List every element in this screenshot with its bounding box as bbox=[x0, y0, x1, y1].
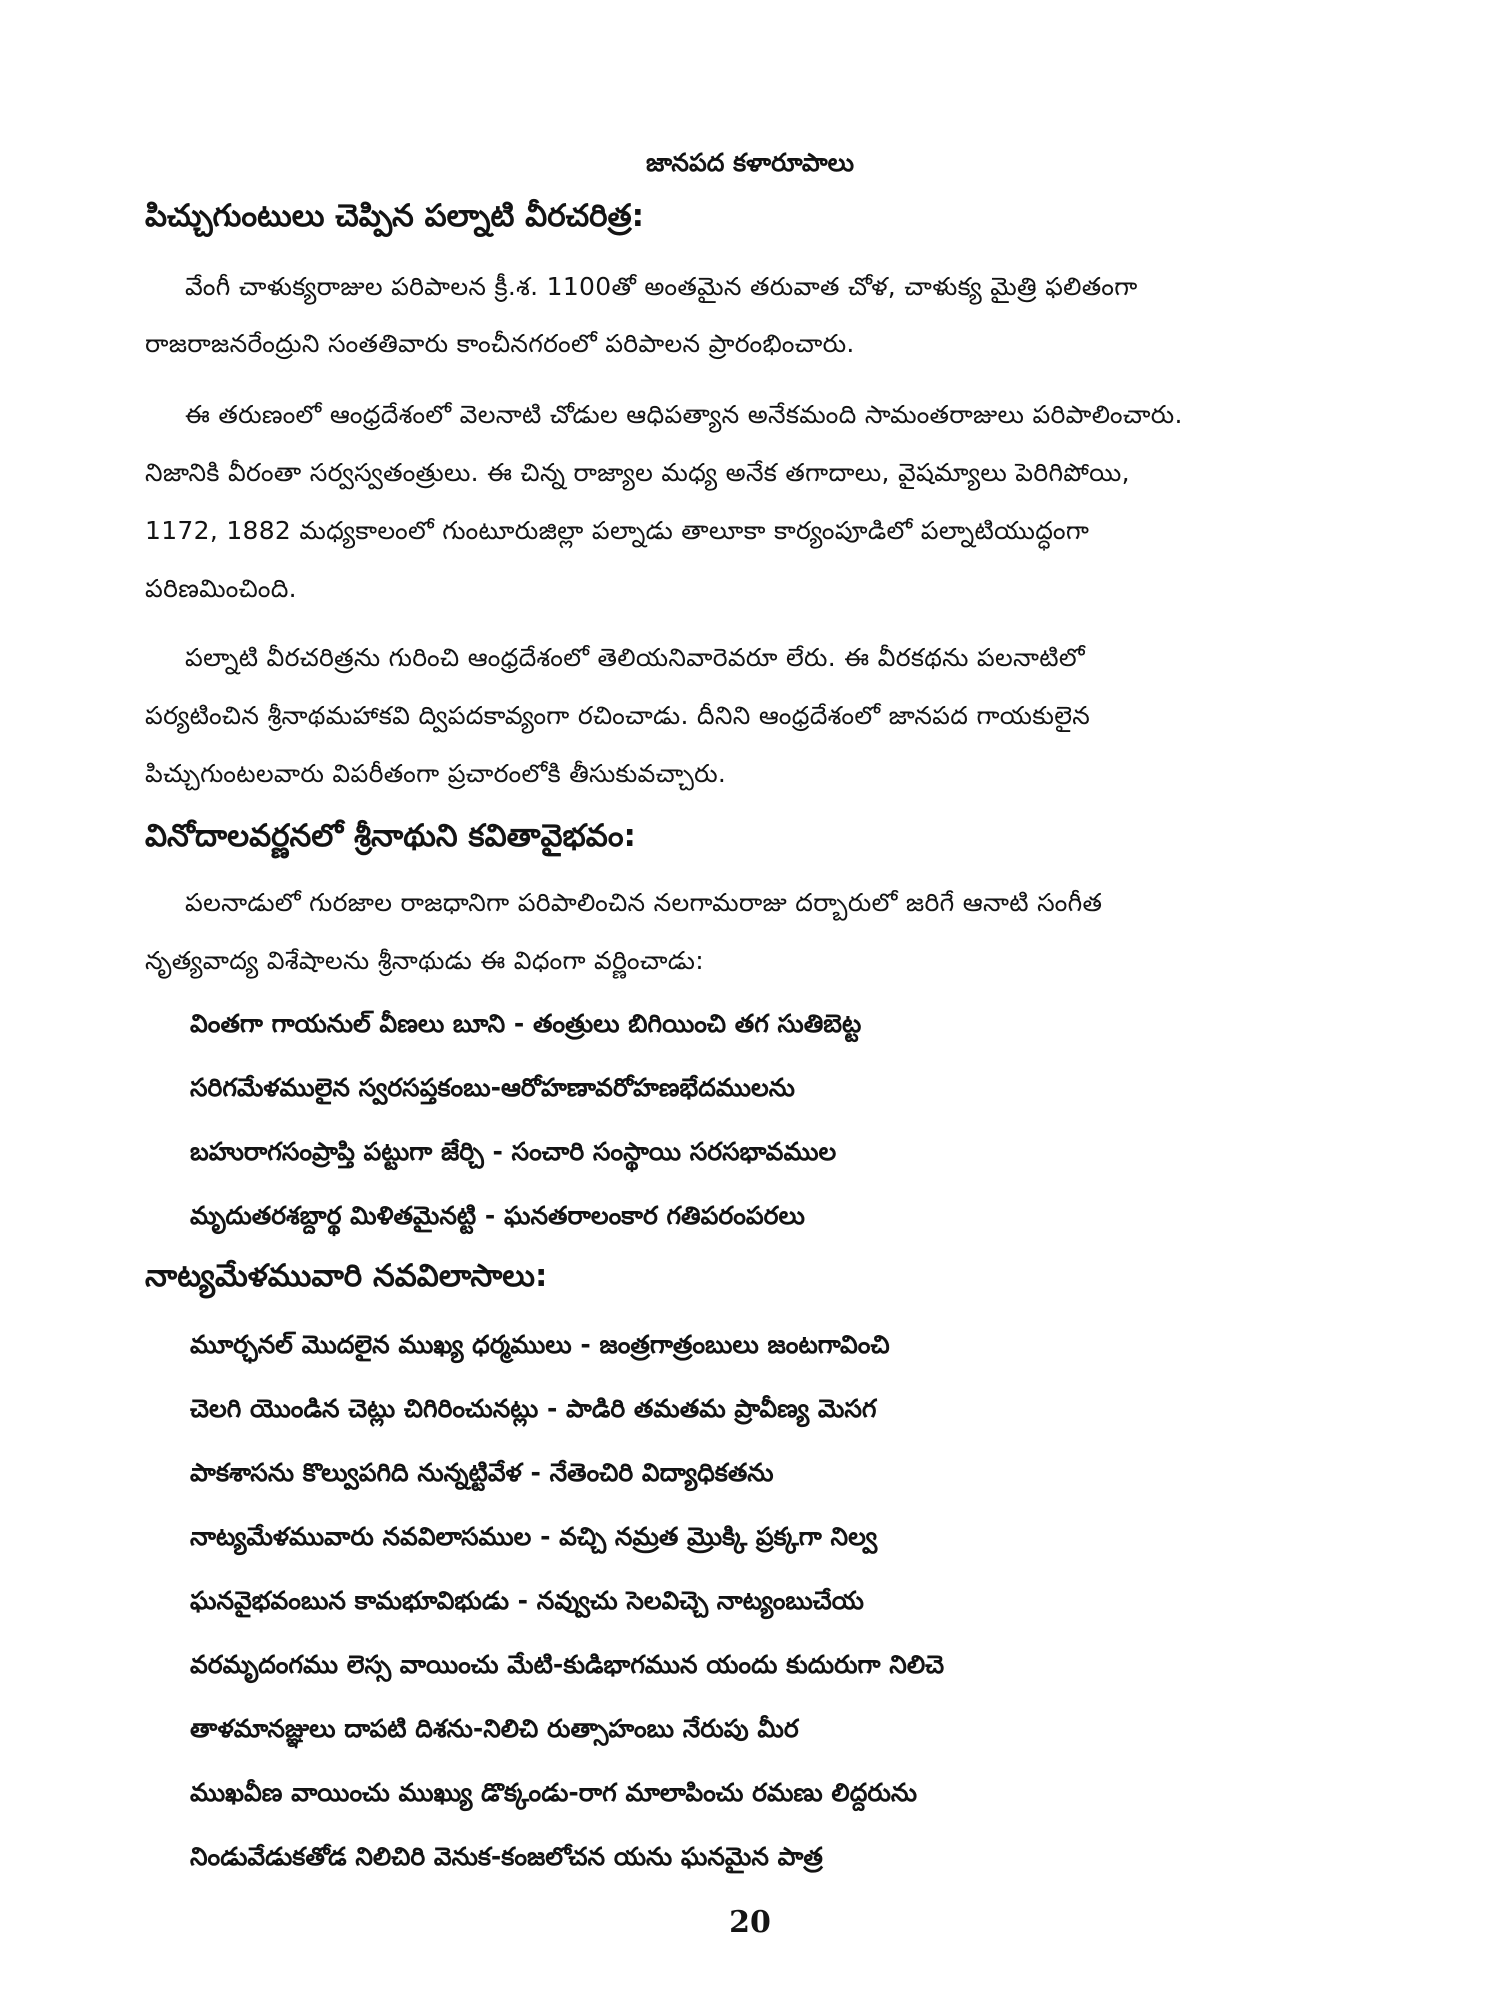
verse-line: బహురాగసంప్రాప్తి పట్టుగా జేర్చి - సంచారి సంస్థాయి సరసభావముల bbox=[190, 1137, 837, 1166]
verse-line: ఘనవైభవంబున కామభూవిభుడు - నవ్వుచు సెలవిచ్చె నాట్యంబుచేయ bbox=[190, 1586, 864, 1615]
paragraph-line: నృత్యవాద్య విశేషాలను శ్రీనాథుడు ఈ విధంగా వర్ణించాడు: bbox=[145, 946, 704, 975]
verse-line: ముఖవీణ వాయించు ముఖ్యు డొక్కండు-రాగ మాలాపించు రమణు లిద్దరును bbox=[190, 1778, 918, 1807]
paragraph-line: పిచ్చుగుంటలవారు విపరీతంగా ప్రచారంలోకి తీసుకువచ్చారు. bbox=[145, 759, 727, 788]
paragraph-line: పలనాడులో గురజాల రాజధానిగా పరిపాలించిన నలగామరాజు దర్బారులో జరిగే ఆనాటి సంగీత bbox=[185, 888, 1103, 917]
page-number: 20 bbox=[729, 1905, 771, 1940]
verse-line: పాకశాసను కొల్వుపగిది నున్నట్టివేళ - నేతెంచిరి విద్యాధికతను bbox=[190, 1458, 774, 1487]
verse-line: నిండువేడుకతోడ నిలిచిరి వెనుక-కంజలోచన యను ఘనమైన పాత్ర bbox=[190, 1842, 823, 1871]
paragraph-line: పర్యటించిన శ్రీనాథమహాకవి ద్విపదకావ్యంగా రచించాడు. దీనిని ఆంధ్రదేశంలో జానపద గాయకులైన bbox=[145, 701, 1091, 730]
paragraph-line: ఈ తరుణంలో ఆంధ్రదేశంలో వెలనాటి చోడుల ఆధిపత్యాన అనేకమంది సామంతరాజులు పరిపాలించారు. bbox=[185, 400, 1183, 429]
section-heading-vinodala-varnana: వినోదాలవర్ణనలో శ్రీనాథుని కవితావైభవం: bbox=[145, 818, 636, 854]
verse-line: మూర్ఛనల్ మొదలైన ముఖ్య ధర్మములు - జంత్రగాత్రంబులు జంటగావించి bbox=[190, 1330, 890, 1359]
verse-line: వరమృదంగము లెస్స వాయించు మేటి-కుడిభాగమున యందు కుదురుగా నిలిచె bbox=[190, 1650, 945, 1679]
verse-line: నాట్యమేళమువారు నవవిలాసముల - వచ్చి నమ్రత మ్రొక్కి ప్రక్కగా నిల్వ bbox=[190, 1522, 878, 1551]
verse-line: తాళమానజ్ఞులు దాపటి దిశను-నిలిచి రుత్సాహంబు నేరుపు మీర bbox=[190, 1714, 799, 1743]
paragraph-line: వేంగీ చాళుక్యరాజుల పరిపాలన క్రీ.శ. 1100తో అంతమైన తరువాత చోళ, చాళుక్య మైత్రి ఫలితంగా bbox=[185, 272, 1138, 301]
paragraph-line: రాజరాజనరేంద్రుని సంతతివారు కాంచీనగరంలో పరిపాలన ప్రారంభించారు. bbox=[145, 329, 855, 358]
verse-line: వింతగా గాయనుల్ వీణలు బూని - తంత్రులు బిగియించి తగ సుతిబెట్ట bbox=[190, 1009, 862, 1038]
paragraph-line: 1172, 1882 మధ్యకాలంలో గుంటూరుజిల్లా పల్నాడు తాలూకా కార్యంపూడిలో పల్నాటియుద్ధంగా bbox=[145, 516, 1090, 545]
running-title: జానపద కళారూపాలు bbox=[646, 148, 854, 177]
paragraph-line: పల్నాటి వీరచరిత్రను గురించి ఆంధ్రదేశంలో తెలియనివారెవరూ లేరు. ఈ వీరకథను పలనాటిలో bbox=[185, 643, 1085, 672]
paragraph-line: పరిణమించింది. bbox=[145, 574, 297, 603]
verse-line: చెలగి యొండిన చెట్లు చిగిరించునట్లు - పాడిరి తమతమ ప్రావీణ్య మెసగ bbox=[190, 1394, 877, 1423]
section-heading-pallati-veeracharitra: పిచ్చుగుంటులు చెప్పిన పల్నాటి వీరచరిత్ర: bbox=[145, 198, 645, 234]
verse-line: మృదుతరశబ్దార్థ మిళితమైనట్టి - ఘనతరాలంకార గతిపరంపరలు bbox=[190, 1201, 805, 1230]
verse-line: సరిగమేళములైన స్వరసప్తకంబు-ఆరోహణావరోహణభేదములను bbox=[190, 1073, 795, 1102]
section-heading-natyamela-navavilasalu: నాట్యమేళమువారి నవవిలాసాలు: bbox=[145, 1258, 548, 1294]
paragraph-line: నిజానికి వీరంతా సర్వస్వతంత్రులు. ఈ చిన్న రాజ్యాల మధ్య అనేక తగాదాలు, వైషమ్యాలు పెరిగిపోయి, bbox=[145, 458, 1130, 487]
